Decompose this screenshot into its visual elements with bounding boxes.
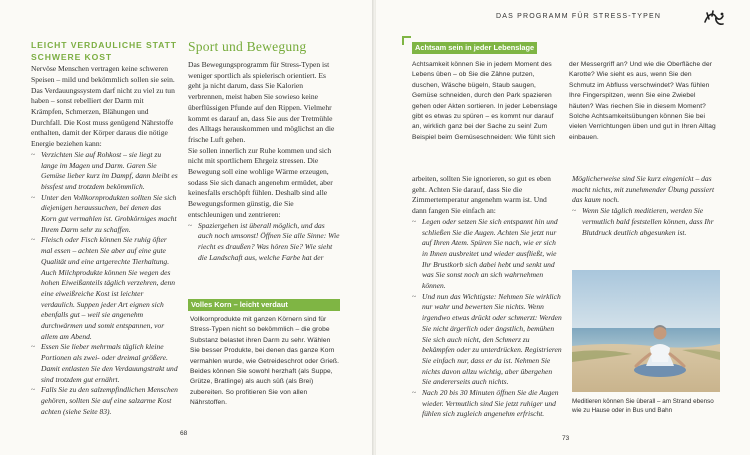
info-box-text-col1: Achtsamkeit können Sie in jedem Moment des Lebens üben – ob Sie die Zähne putzen, duschen, Wäsche bügeln, Staub saugen, Gemüse schneiden, durch den Park spazieren gehen oder Akten sortieren. In jeder Lebenslage gibt es etwas zu spüren – es kommt nur darauf an, wirklich ganz bei der Sache zu sein! Zum Beispiel beim Gemüseschneiden: Wie fühlt sich bbox=[412, 61, 558, 141]
info-box-achtsam bbox=[412, 37, 717, 143]
list-item: ~ Und nun das Wichtigste: Nehmen Sie wirklich nur wahr und bewerten Sie nichts. Wenn irgendwo etwas drückt oder schmerzt: Werden Sie nicht ärgerlich oder ängstlich, bemühen Sie sich auch nicht, den Schmerz zu bekämpfen oder zu unterdrücken. Registrieren Sie einfach nur, dass er da ist. Nehmen Sie nichts davon allzu wichtig, aber übergehen Sie andererseits auch nichts. bbox=[412, 291, 562, 387]
tilde-bullet-icon: ~ bbox=[412, 291, 417, 301]
info-box-columns bbox=[412, 60, 717, 143]
list-item: ~ Spaziergehen ist überall möglich, und das auch noch umsonst! Öffnen Sie alle Sinne: Wie riecht es draußen? Was hören Sie? Wie sieht die Landschaft aus, welche Farbe hat der bbox=[188, 220, 340, 262]
info-box-title: Achtsam sein in jeder Lebenslage bbox=[412, 42, 537, 54]
list-item: ~ Unter den Vollkornprodukten sollten Sie sich diejenigen heraussuchen, bei denen das Korn gut vermahlen ist. Grobkörniges macht Ihrem Darm sehr zu schaffen. bbox=[31, 192, 177, 234]
sidebar-bullet-list bbox=[31, 150, 178, 418]
body-paragraph: Möglicherweise sind Sie kurz eingenickt – das macht nichts, mit zunehmender Übung passiert das kaum noch. bbox=[572, 174, 715, 205]
list-item: ~ Legen oder setzen Sie sich entspannt hin und schließen Sie die Augen. Achten Sie jetzt nur auf Ihren Atem. Spüren Sie nach, wie er sich in Ihnen ausbreitet und wieder ausfließt, wie Ihr Brustkorb sich dabei hebt und senkt und was Sie sonst noch an sich wahrnehmen können. bbox=[412, 216, 558, 291]
body-paragraph: arbeiten, sollten Sie ignorieren, so gut es eben geht. Achten Sie darauf, dass Sie die Zimmertemperatur angenehm warm ist. Und dann fangen Sie einfach an: bbox=[412, 174, 551, 216]
info-box-text-col2: der Messergriff an? Und wie die Oberfläche der Karotte? Wie sieht es aus, wenn Sie den Schmutz im Abfluss verschwindet? Was fühlen Ihre Fingerspitzen, wenn Sie eine Zwiebel häuten? Was riechen Sie in diesem Moment? Solche Achtsamkeitsübungen können Sie bei vielen Verrichtungen üben und gut in Ihren Alltag einbauen. bbox=[569, 61, 716, 141]
page-number-left: 68 bbox=[180, 430, 188, 437]
sidebar-intro: Nervöse Menschen vertragen keine schweren Speisen – mild und bekömmlich sollen sie sein. Das Verdauungssystem darf nicht zu viel zu tun haben – sonst rebelliert der Darm mit Krämpfen, Schmerzen, Blähungen und Durchfall. Die Kost muss genügend Nährstoffe enthalten, damit der Körper daraus die nötige Energie beziehen kann: bbox=[31, 64, 175, 149]
list-item: ~ Falls Sie zu den salzempfindlichen Menschen gehören, sollten Sie auf eine salzarme Kost achten (siehe Seite 83). bbox=[31, 385, 178, 416]
right-text-column-1 bbox=[412, 174, 562, 420]
dragon-logo-icon bbox=[703, 8, 725, 28]
tilde-bullet-icon: ~ bbox=[31, 342, 36, 352]
left-page bbox=[0, 0, 374, 455]
list-item: ~ Fleisch oder Fisch können Sie ruhig öfter mal essen – achten Sie aber auf eine gute Qualität und eine artgerechte Tierhaltung. Auch Milchprodukte können Sie wegen des hohen Eiweißanteils täglich verzehren, denn eine eiweißreiche Kost ist leichter verdaulich. Suppen jeder Art eignen sich ebenfalls gut – weil sie angenehm durchwärmen und somit entspannen, vor allem am Abend. bbox=[31, 235, 176, 341]
meditation-steps-list bbox=[412, 217, 562, 420]
list-item: ~ Wenn Sie täglich meditieren, werden Sie vermutlich bald feststellen können, dass Ihr Blutdruck deutlich abgesunken ist. bbox=[572, 206, 714, 237]
box-corner-bracket bbox=[402, 36, 411, 45]
tilde-bullet-icon: ~ bbox=[31, 385, 36, 395]
list-item: ~ Verzichten Sie auf Rohkost – sie liegt zu lange im Magen und Darm. Garen Sie Gemüse lieber kurz im Dampf, dann bleibt es bissfest und trotzdem bekömmlich. bbox=[31, 149, 178, 191]
tilde-bullet-icon: ~ bbox=[412, 216, 417, 226]
main-column bbox=[188, 39, 340, 263]
section-heading: Sport und Bewegung bbox=[188, 39, 307, 54]
running-head: DAS PROGRAMM FÜR STRESS-TYPEN bbox=[496, 13, 662, 20]
info-box-text: Vollkornprodukte mit ganzen Körnern sind für Stress-Typen nicht so bekömmlich – die grobe Substanz belastet ihren Darm zu sehr. Wählen Sie besser Produkte, bei denen das ganze Korn vermahlen wurde, wie Getreideschrot oder Grieß. Beides können Sie sowohl herzhaft (als Suppe, Grütze, Bratlinge) als auch süß (als Brei) zubereiten. So profitieren Sie von allen Nährstoffen. bbox=[190, 316, 340, 407]
tilde-bullet-icon: ~ bbox=[572, 206, 577, 216]
list-item: ~ Nach 20 bis 30 Minuten öffnen Sie die Augen wieder. Vermutlich sind Sie jetzt ruhiger und fühlen sich zugleich angenehm erfrischt. bbox=[412, 388, 559, 419]
tilde-bullet-icon: ~ bbox=[31, 235, 36, 245]
meditation-tip-list bbox=[572, 206, 720, 238]
sidebar-heading: LEICHT VERDAULICHE STATT SCHWERE KOST bbox=[31, 40, 177, 62]
info-box-volles-korn bbox=[188, 299, 340, 409]
list-item: ~ Essen Sie lieber mehrmals täglich kleine Portionen als zwei- oder dreimal größere. Damit entlasten Sie den Verdauungstrakt und sind trotzdem gut ernährt. bbox=[31, 342, 178, 384]
page-number-right: 73 bbox=[562, 435, 570, 442]
sidebar-column bbox=[31, 40, 178, 417]
body-paragraph: Das Bewegungsprogramm für Stress-Typen ist weniger sportlich als spielerisch orientiert. Es geht ja nicht darum, dass Sie Kalorien verbrennen, meist haben Sie sowieso keine überflüssigen Pfunde auf den Rippen. Vielmehr kommt es darauf an, dass Sie aus der Tretmühle des Alltags herauskommen und möglichst an die frische Luft gehen. bbox=[188, 60, 335, 144]
tilde-bullet-icon: ~ bbox=[188, 220, 193, 230]
right-text-column-2 bbox=[572, 174, 720, 238]
tilde-bullet-icon: ~ bbox=[31, 149, 36, 159]
photo-caption: Meditieren können Sie überall – am Strand ebenso wie zu Hause oder in Bus und Bahn bbox=[572, 398, 714, 414]
tilde-bullet-icon: ~ bbox=[412, 388, 417, 398]
main-bullet-list bbox=[188, 221, 340, 264]
body-paragraph: Sie sollen innerlich zur Ruhe kommen und sich nicht mit sportlichem Ehrgeiz stressen. Die Bewegung soll eine wohlige Wärme erzeugen, sodass Sie sich danach angenehm ermüdet, aber keinesfalls erschöpft fühlen. Deshalb sind alle Bewegungsformen günstig, die Sie entschleunigen und zentrieren: bbox=[188, 145, 333, 219]
tilde-bullet-icon: ~ bbox=[31, 192, 36, 202]
right-page bbox=[376, 0, 750, 455]
meditating-man-on-beach-photo bbox=[572, 270, 720, 392]
info-box-title: Volles Korn – leicht verdaut bbox=[188, 299, 340, 311]
